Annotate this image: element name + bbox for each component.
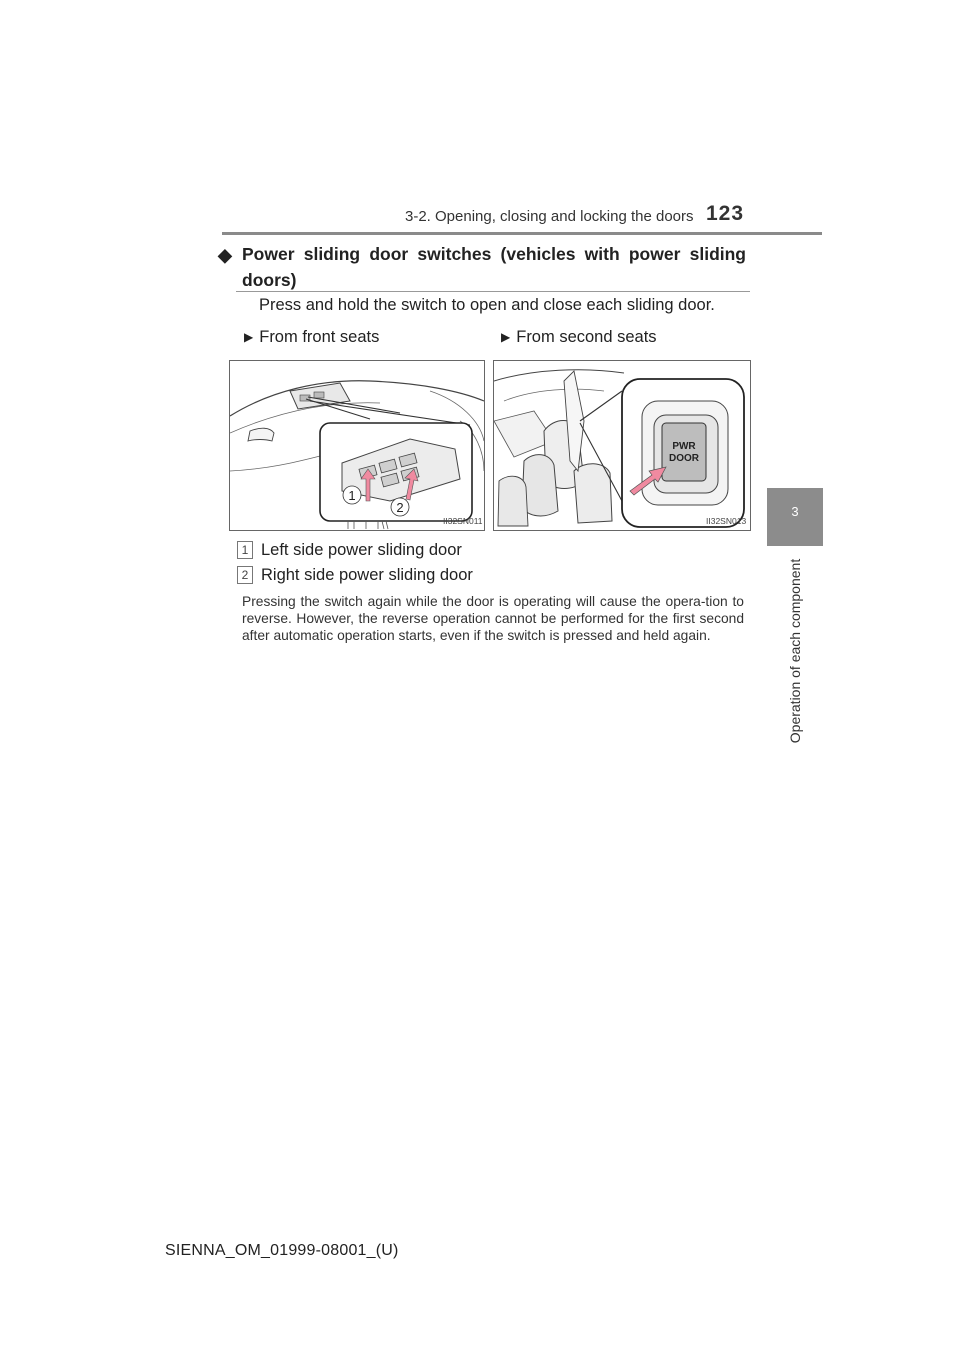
heading-divider — [236, 291, 750, 292]
figure-label-front — [244, 328, 379, 347]
legend-text: Left side power sliding door — [261, 541, 462, 559]
second-seats-illustration — [494, 361, 750, 530]
legend-number: 1 — [237, 541, 253, 559]
figure-label-second — [501, 328, 657, 347]
section-heading-text: Power sliding door switches (vehicles with power sliding doors) — [242, 244, 746, 290]
figure-label-front-text: From front seats — [259, 328, 380, 346]
callout-1: 1 — [348, 488, 356, 503]
legend-number: 2 — [237, 566, 253, 584]
legend-item — [237, 566, 473, 585]
figure-second-seats — [493, 360, 751, 531]
figure-label-second-text: From second seats — [516, 328, 657, 346]
section-intro: Press and hold the switch to open and close each sliding door. — [259, 296, 715, 314]
chapter-side-title-text: Operation of each component — [787, 558, 803, 744]
note-paragraph: Pressing the switch again while the door is operating will cause the opera-tion to reverse. However, the reverse operation cannot be performed for the first second after automatic operation starts, even if the switch is pressed and held again. — [242, 594, 744, 644]
figure-second-id: II32SN013 — [706, 516, 747, 526]
figure-front-seats — [229, 360, 485, 531]
switch-label-door: DOOR — [669, 453, 699, 464]
chapter-side-title — [787, 556, 805, 746]
legend-text: Right side power sliding door — [261, 566, 473, 584]
section-heading — [218, 241, 746, 293]
triangle-bullet-icon: ▶ — [501, 330, 511, 344]
switch-label-pwr: PWR — [672, 441, 696, 452]
header-divider — [222, 232, 822, 235]
diamond-bullet-icon: ◆ — [218, 245, 232, 265]
callout-2: 2 — [396, 500, 404, 515]
footer-document-code: SIENNA_OM_01999-08001_(U) — [165, 1242, 399, 1259]
header-section-title: 3-2. Opening, closing and locking the doors — [405, 208, 694, 225]
page-number: 123 — [706, 202, 745, 225]
front-seats-illustration — [230, 361, 484, 530]
chapter-tab-number: 3 — [791, 504, 799, 519]
figure-front-id: II32SN011 — [443, 516, 483, 526]
triangle-bullet-icon: ▶ — [244, 330, 254, 344]
legend-item — [237, 541, 462, 560]
